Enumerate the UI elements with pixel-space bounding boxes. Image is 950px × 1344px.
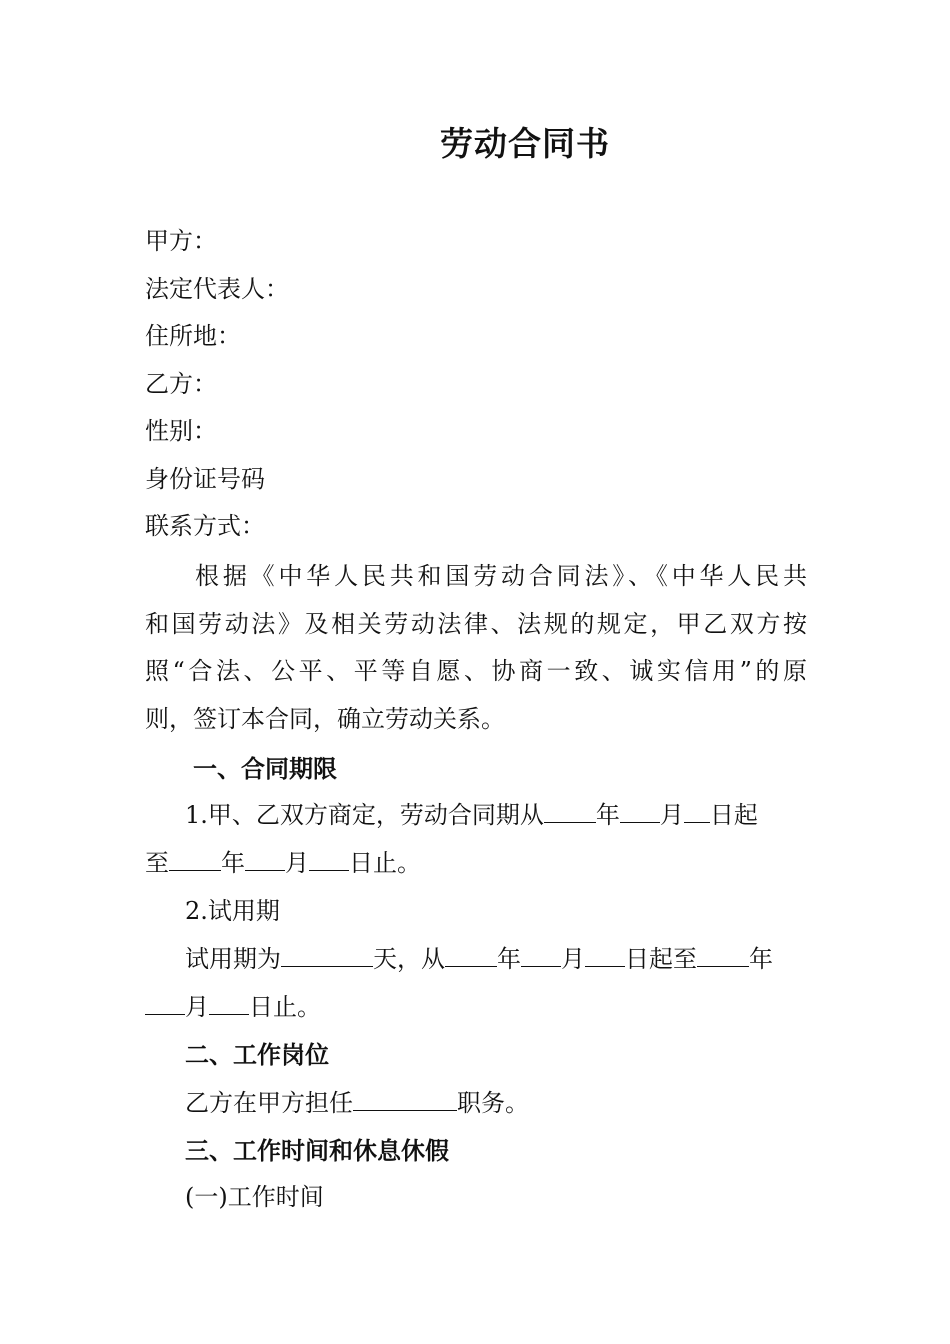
term-line-1 (185, 800, 758, 830)
start-month-blank (620, 800, 660, 823)
day-end-text: 日止。 (249, 993, 321, 1021)
position-text: 乙方在甲方担任 (185, 1089, 353, 1117)
year-text: 年 (749, 945, 773, 973)
end-year-blank (169, 848, 221, 871)
id-number-label: 身份证号码 (145, 465, 265, 493)
preamble-line-2: 和国劳动法》及相关劳动法律、法规的规定，甲乙双方按 (145, 610, 807, 638)
address-label: 住所地： (145, 322, 241, 350)
year-text: 年 (497, 945, 521, 973)
start-year-blank (544, 800, 596, 823)
preamble-line-3: 照“合法、公平、平等自愿、协商一致、诚实信用”的原 (145, 657, 807, 685)
probation-label: 2.试用期 (185, 897, 280, 925)
term-line-2 (145, 848, 421, 878)
month-text: 月 (185, 993, 209, 1021)
start-day-blank (684, 800, 710, 823)
year-text: 年 (595, 801, 620, 829)
day-end-text: 日止。 (349, 849, 421, 877)
until-text: 至 (145, 849, 169, 877)
day-to-text: 日起至 (625, 945, 697, 973)
probation-start-day-blank (585, 944, 625, 967)
contact-label: 联系方式： (145, 512, 265, 540)
position-blank (353, 1088, 457, 1111)
party-a-label: 甲方： (145, 227, 217, 255)
probation-text: 试用期为 (185, 945, 281, 973)
section-2-heading: 二、工作岗位 (185, 1040, 329, 1069)
end-day-blank (309, 848, 349, 871)
probation-start-year-blank (445, 944, 497, 967)
preamble-line-1: 根据《中华人民共和国劳动合同法》、《中华人民共 (195, 562, 807, 590)
probation-line-2 (145, 992, 321, 1022)
section-3-heading: 三、工作时间和休息休假 (185, 1136, 449, 1165)
working-hours-subheading: (一)工作时间 (185, 1183, 324, 1211)
probation-end-year-blank (697, 944, 749, 967)
preamble-line-4: 则，签订本合同，确立劳动关系。 (145, 705, 505, 733)
position-line (185, 1088, 529, 1118)
probation-line-1 (185, 944, 773, 974)
legal-representative-label: 法定代表人： (145, 275, 289, 303)
year-text: 年 (221, 849, 245, 877)
document-title: 劳动合同书 (440, 124, 610, 163)
probation-end-month-blank (145, 992, 185, 1015)
probation-days-blank (281, 944, 373, 967)
month-text: 月 (285, 849, 309, 877)
section-1-heading: 一、合同期限 (193, 754, 337, 783)
probation-end-day-blank (209, 992, 249, 1015)
probation-start-month-blank (521, 944, 561, 967)
duty-text: 职务。 (457, 1089, 529, 1117)
month-text: 月 (659, 801, 684, 829)
end-month-blank (245, 848, 285, 871)
day-start-text: 日起 (709, 801, 758, 829)
month-text: 月 (561, 945, 585, 973)
days-from-text: 天，从 (373, 945, 445, 973)
party-b-label: 乙方： (145, 370, 217, 398)
gender-label: 性别： (145, 417, 217, 445)
term-from-text: 1.甲、乙双方商定，劳动合同期从 (185, 801, 544, 829)
